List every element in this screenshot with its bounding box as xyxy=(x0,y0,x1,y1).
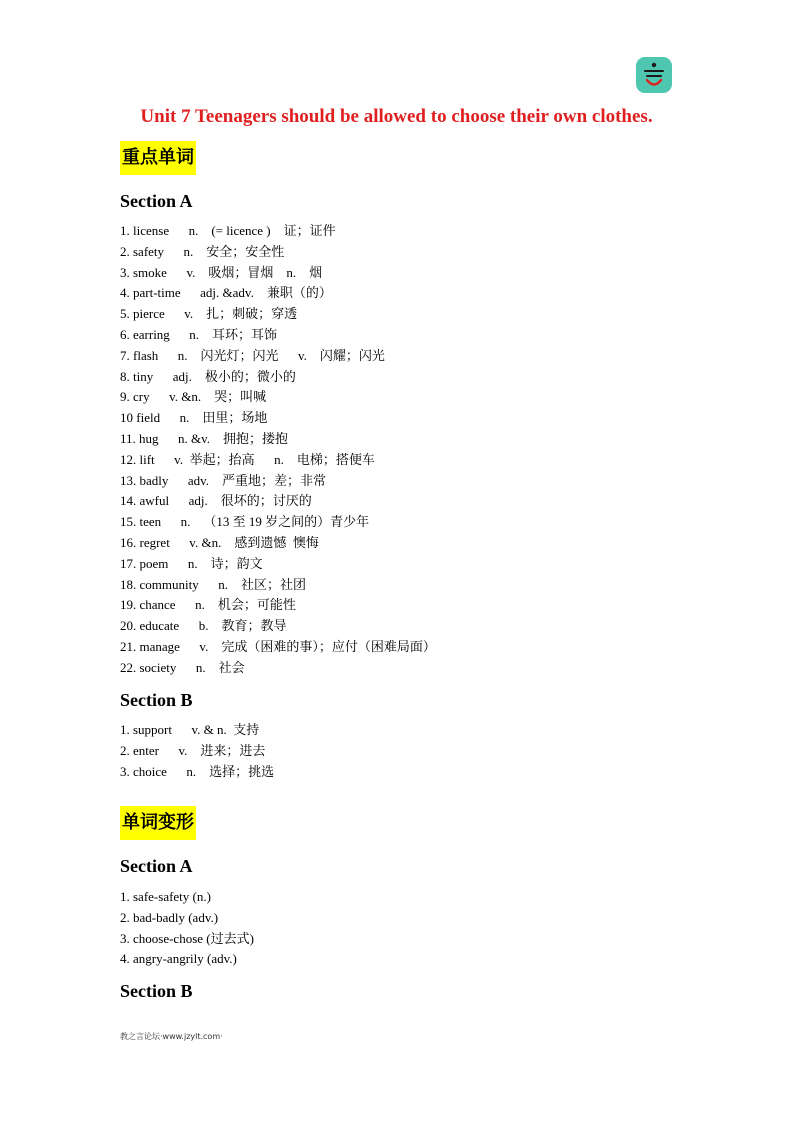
list-item: 11. hug n. &v. 拥抱；搂抱 xyxy=(120,430,289,446)
list-item: 4. angry-angrily (adv.) xyxy=(120,951,237,967)
list-item: 17. poem n. 诗；韵文 xyxy=(120,555,263,571)
list-item: 9. cry v. &n. 哭；叫喊 xyxy=(120,389,267,405)
list-item: 16. regret v. &n. 感到遗憾 懊悔 xyxy=(120,534,319,550)
list-item: 22. society n. 社会 xyxy=(120,659,245,675)
page-title: Unit 7 Teenagers should be allowed to choose their own clothes. xyxy=(140,106,653,127)
list-item: 3. choose-chose (过去式) xyxy=(120,930,254,946)
word-forms-section-a-list xyxy=(120,887,254,970)
list-item: 2. enter v. 进来；进去 xyxy=(120,742,266,758)
logo-icon xyxy=(636,57,672,93)
list-item: 1. support v. & n. 支持 xyxy=(120,722,260,737)
list-item: 19. chance n. 机会；可能性 xyxy=(120,597,296,613)
key-words-section-b-list xyxy=(120,720,274,782)
footer-text: 教之言论坛·www.jzylt.com· xyxy=(120,1032,223,1041)
list-item: 8. tiny adj. 极小的；微小的 xyxy=(120,368,296,384)
section-a-heading: Section A xyxy=(120,191,193,211)
list-item: 7. flash n. 闪光灯；闪光 v. 闪耀；闪光 xyxy=(120,347,385,363)
list-item: 2. bad-badly (adv.) xyxy=(120,909,219,925)
list-item: 2. safety n. 安全；安全性 xyxy=(120,243,285,259)
list-item: 1. license n. (= licence ) 证；证件 xyxy=(120,223,336,238)
list-item: 3. choice n. 选择；挑选 xyxy=(120,763,275,779)
list-item: 6. earring n. 耳环；耳饰 xyxy=(120,326,278,342)
list-item: 3. smoke v. 吸烟；冒烟 n. 烟 xyxy=(120,264,323,280)
word-forms-section-a-heading: Section A xyxy=(120,856,193,876)
list-item: 13. badly adv. 严重地；差；非常 xyxy=(120,472,327,488)
key-words-section-a-list xyxy=(120,221,436,679)
list-item: 1. safe-safety (n.) xyxy=(120,889,211,904)
list-item: 12. lift v. 举起；抬高 n. 电梯；搭便车 xyxy=(120,451,375,467)
key-words-heading: 重点单词 xyxy=(120,141,196,175)
list-item: 20. educate b. 教育；教导 xyxy=(120,618,287,634)
list-item: 15. teen n. （13 至 19 岁之间的）青少年 xyxy=(120,514,370,530)
list-item: 21. manage v. 完成（困难的事）；应付（困难局面） xyxy=(120,638,436,654)
list-item: 10 field n. 田里；场地 xyxy=(120,410,268,426)
list-item: 4. part-time adj. &adv. 兼职（的） xyxy=(120,285,332,301)
word-forms-section-b-heading: Section B xyxy=(120,981,193,1001)
list-item: 18. community n. 社区；社团 xyxy=(120,576,306,592)
section-b-heading: Section B xyxy=(120,690,193,710)
word-forms-heading: 单词变形 xyxy=(120,806,196,840)
list-item: 14. awful adj. 很坏的；讨厌的 xyxy=(120,493,312,509)
list-item: 5. pierce v. 扎；刺破；穿透 xyxy=(120,306,298,322)
